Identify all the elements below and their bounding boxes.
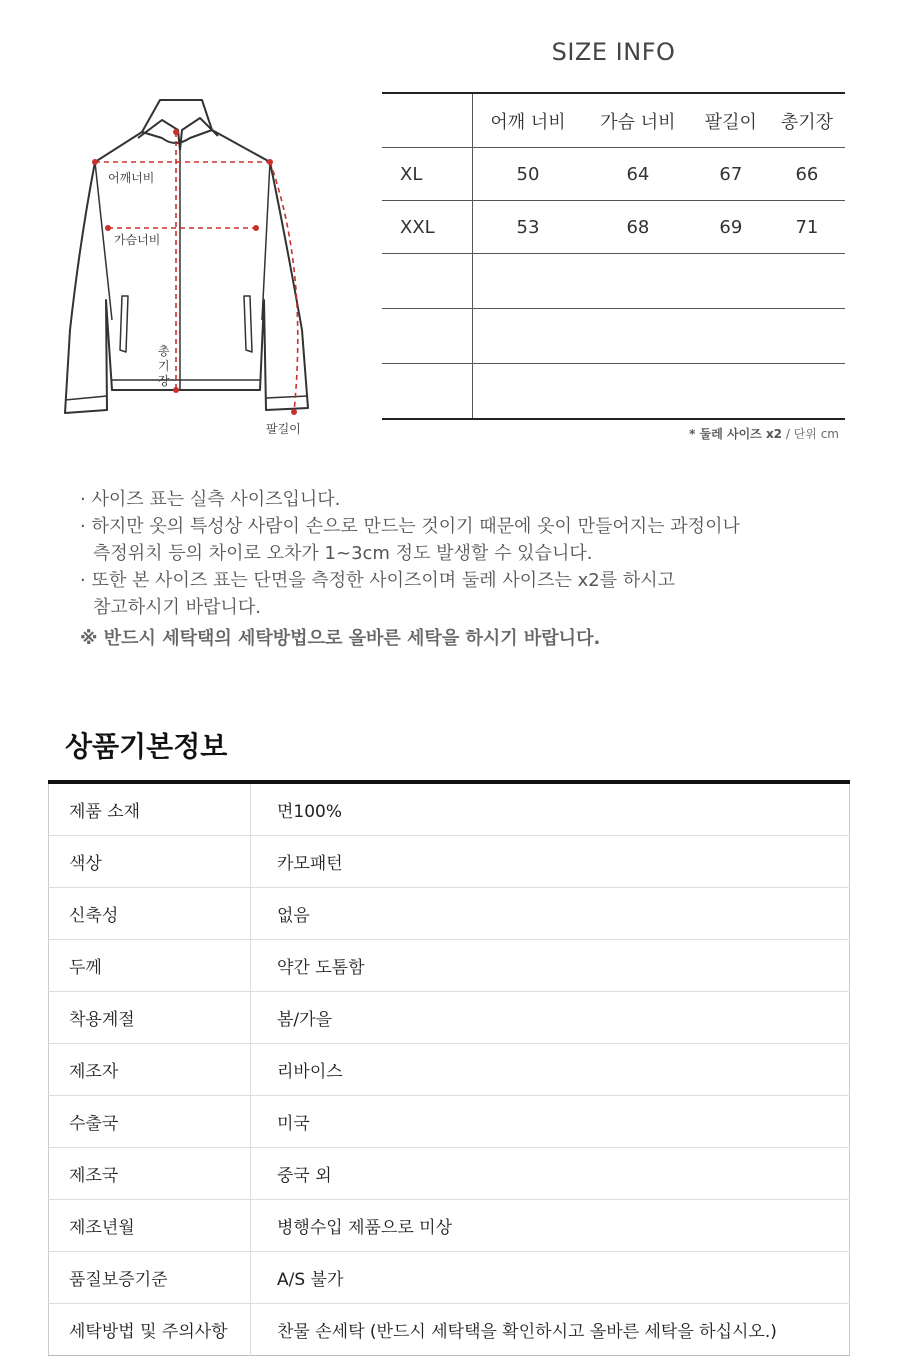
length-label-2: 기 [158,359,170,373]
size-row-xl [382,148,845,201]
size-row-xxl [382,201,845,254]
info-row [49,1044,850,1096]
size-table [382,92,845,420]
size-value: 67 [693,148,769,201]
chest-label: 가슴너비 [114,233,161,247]
empty-cell [473,254,846,309]
info-value: 없음 [251,888,850,940]
product-info-table [48,780,850,1356]
info-row [49,992,850,1044]
empty-cell [382,254,473,309]
note-line: · 또한 본 사이즈 표는 단면을 측정한 사이즈이며 둘레 사이즈는 x2를 하시고 [80,570,676,591]
info-label: 착용계절 [49,992,251,1044]
size-value: 50 [473,148,584,201]
size-note-bold: * 둘레 사이즈 x2 [689,427,783,441]
size-note [689,425,839,442]
info-label: 제품 소재 [49,782,251,836]
empty-cell [473,309,846,364]
info-row [49,888,850,940]
info-row [49,782,850,836]
size-value: 64 [583,148,693,201]
header-sleeve: 팔길이 [693,93,769,148]
note-line: · 사이즈 표는 실측 사이즈입니다. [80,489,341,510]
shoulder-label: 어깨너비 [108,171,155,185]
info-label: 수출국 [49,1096,251,1148]
size-row-empty [382,254,845,309]
product-info-title: 상품기본정보 [65,730,228,763]
size-value: 68 [583,201,693,254]
info-label: 제조국 [49,1148,251,1200]
size-value: 69 [693,201,769,254]
info-row [49,1252,850,1304]
note-line: · 하지만 옷의 특성상 사람이 손으로 만드는 것이기 때문에 옷이 만들어지는 과정이나 [80,516,740,537]
header-shoulder: 어깨 너비 [473,93,584,148]
info-row [49,836,850,888]
info-value: 리바이스 [251,1044,850,1096]
info-label: 색상 [49,836,251,888]
length-label-3: 장 [158,374,170,388]
size-value: 66 [769,148,845,201]
info-value: 면100% [251,782,850,836]
size-label: XL [382,148,473,201]
length-label-1: 총 [158,344,170,358]
washing-warning: ※ 반드시 세탁택의 세탁방법으로 올바른 세탁을 하시기 바랍니다. [80,628,601,649]
size-notes [80,486,840,652]
info-label: 제조년월 [49,1200,251,1252]
info-value: 병행수입 제품으로 미상 [251,1200,850,1252]
info-row [49,1148,850,1200]
header-length: 총기장 [769,93,845,148]
info-label: 두께 [49,940,251,992]
size-header-empty [382,93,473,148]
jacket-size-diagram [50,90,330,450]
info-value: 중국 외 [251,1148,850,1200]
size-row-empty [382,364,845,420]
info-label: 세탁방법 및 주의사항 [49,1304,251,1356]
info-value: 찬물 손세탁 (반드시 세탁택을 확인하시고 올바른 세탁을 하십시오.) [277,1322,777,1342]
size-note-unit: / 단위 cm [782,427,839,441]
size-row-empty [382,309,845,364]
empty-cell [473,364,846,420]
sleeve-label: 팔길이 [266,422,301,436]
empty-cell [382,364,473,420]
size-value: 53 [473,201,584,254]
info-row [49,940,850,992]
info-value: 미국 [251,1096,850,1148]
info-value: 약간 도톰함 [251,940,850,992]
header-chest: 가슴 너비 [583,93,693,148]
size-value: 71 [769,201,845,254]
info-value: 카모패턴 [251,836,850,888]
note-line: 참고하시기 바랍니다. [93,597,261,618]
size-table-header [382,93,845,148]
info-label: 품질보증기준 [49,1252,251,1304]
empty-cell [382,309,473,364]
size-info-title: SIZE INFO [551,38,676,66]
info-label: 제조자 [49,1044,251,1096]
info-value: A/S 불가 [251,1252,850,1304]
info-label: 신축성 [49,888,251,940]
note-line: 측정위치 등의 차이로 오차가 1~3cm 정도 발생할 수 있습니다. [93,543,593,564]
size-label: XXL [382,201,473,254]
info-row [49,1304,850,1356]
info-row [49,1096,850,1148]
info-row [49,1200,850,1252]
info-value: 봄/가을 [251,992,850,1044]
